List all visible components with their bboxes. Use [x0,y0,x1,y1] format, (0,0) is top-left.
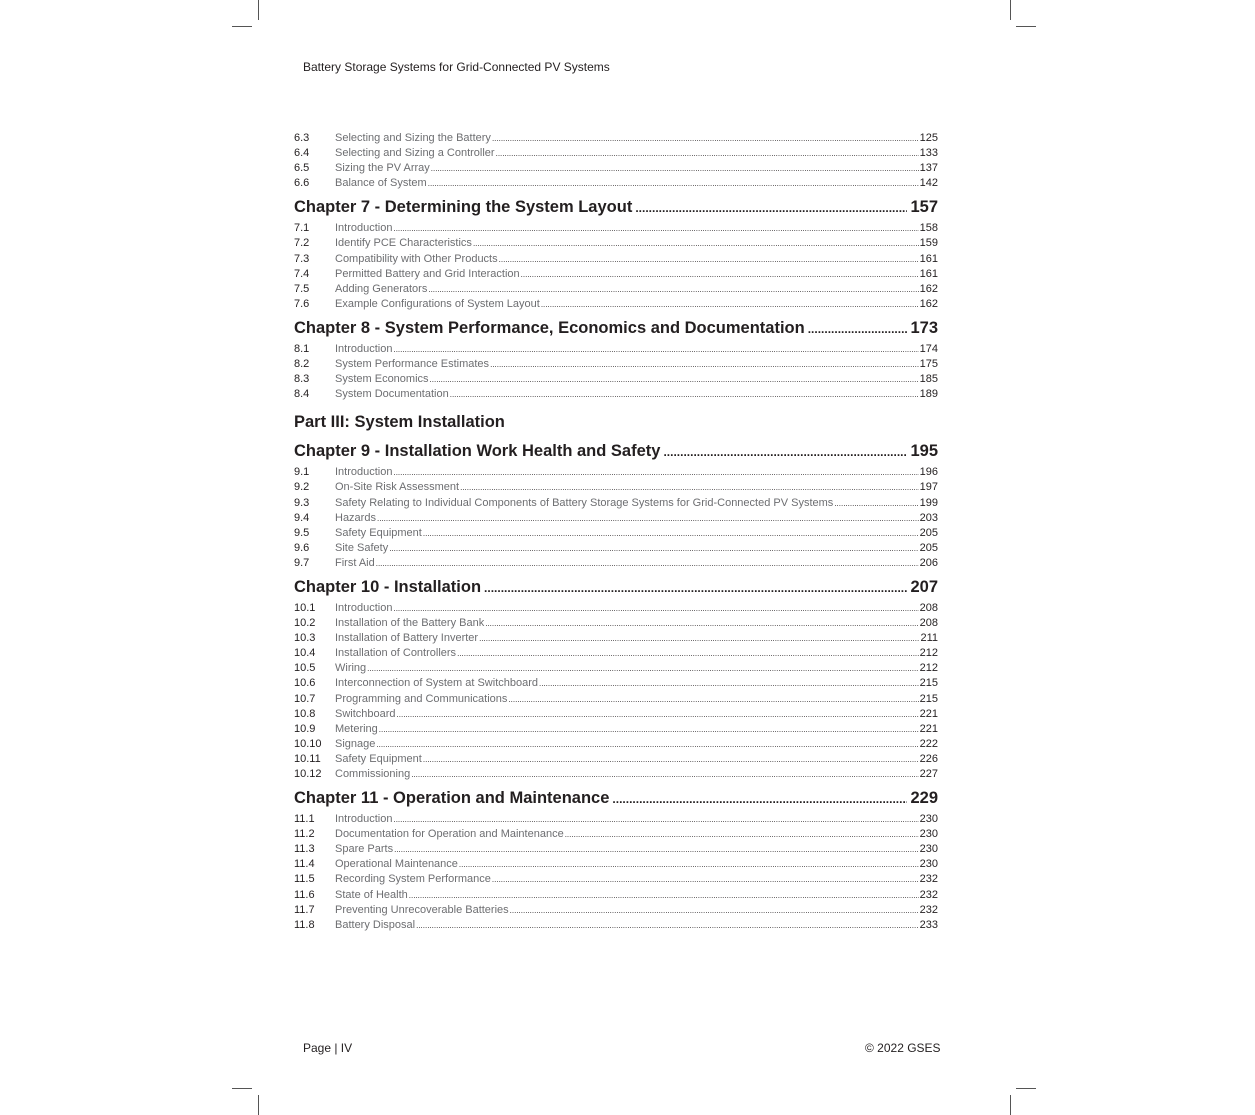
toc-entry[interactable] [294,676,938,691]
entry-page: 233 [919,918,938,931]
entry-number: 10.8 [294,707,316,720]
dot-leader [393,812,918,827]
dot-leader [428,176,919,191]
toc-entry[interactable] [294,888,938,903]
entry-title: Battery Disposal [335,918,416,931]
dot-leader [492,872,919,887]
entry-number: 11.2 [294,828,315,841]
dot-leader [393,465,918,480]
entry-page: 227 [919,768,938,780]
toc-entry[interactable] [294,511,938,526]
entry-number: 9.5 [294,526,310,539]
entry-number: 10.2 [294,617,316,630]
entry-number: 6.5 [294,162,310,175]
toc-entry[interactable] [294,812,938,827]
entry-title: Selecting and Sizing the Battery [335,132,491,144]
chapter-heading[interactable] [294,574,938,600]
entry-title: Permitted Battery and Grid Interaction [335,267,520,280]
toc-entry[interactable] [294,722,938,737]
toc-entry[interactable] [294,646,938,661]
dot-leader [393,342,918,357]
entry-title: Preventing Unrecoverable Batteries [335,903,509,916]
entry-page: 175 [919,358,938,371]
entry-page: 212 [919,647,938,660]
entry-page: 142 [919,177,938,190]
entry-title: Hazards [335,511,376,524]
dot-leader [508,692,918,707]
entry-page: 196 [919,466,938,479]
entry-title: Safety Relating to Individual Components of Battery Storage Systems for Grid-Connected PV Systems [335,496,834,509]
entry-title: Installation of the Battery Bank [335,617,485,630]
toc-entry[interactable] [294,221,938,236]
toc-entry[interactable] [294,372,938,387]
entry-page: 215 [919,677,938,690]
entry-title: Operational Maintenance [335,858,458,871]
entry-number: 9.6 [294,541,310,554]
dot-leader [379,722,919,737]
entry-title: Sizing the PV Array [335,162,430,175]
chapter-heading[interactable] [294,438,938,464]
entry-page: 189 [919,388,938,401]
part-heading: Part III: System Installation [294,413,505,432]
toc-entry[interactable] [294,903,938,918]
dot-leader [397,707,919,722]
entry-title: Signage [335,737,376,750]
entry-page: 161 [919,252,938,265]
crop-mark [1016,1088,1036,1089]
toc-entry[interactable] [294,267,938,282]
entry-number: 9.7 [294,556,310,569]
entry-number: 8.3 [294,373,310,386]
entry-title: Safety Equipment [335,752,422,765]
entry-page: 203 [919,511,938,524]
toc-entry[interactable] [294,480,938,495]
dot-leader [367,661,918,676]
entry-page: 206 [919,556,938,569]
entry-number: 10.11 [294,752,321,765]
entry-number: 7.1 [294,222,310,235]
entry-title: Commissioning [335,768,411,780]
entry-title: Selecting and Sizing a Controller [335,147,495,160]
entry-number: 11.1 [294,813,315,826]
dot-leader [612,792,907,807]
dot-leader [479,631,919,646]
chapter-page: 207 [910,577,938,596]
crop-mark [232,26,252,27]
dot-leader [428,282,918,297]
crop-mark [258,0,259,20]
entry-page: 222 [919,737,938,750]
entry-number: 10.12 [294,768,322,780]
toc-entry[interactable] [294,252,938,267]
entry-number: 10.9 [294,722,316,735]
toc-entry[interactable] [294,752,938,767]
entry-page: 125 [919,132,938,144]
entry-number: 7.4 [294,267,310,280]
entry-title: First Aid [335,556,375,569]
entry-number: 11.6 [294,888,315,901]
entry-number: 6.3 [294,132,310,144]
crop-mark [258,1095,259,1115]
entry-title: Switchboard [335,707,396,720]
entry-number: 10.7 [294,692,316,705]
entry-title: Spare Parts [335,843,394,856]
chapter-title: Chapter 9 - Installation Work Health and Safety [294,442,661,461]
toc-entry[interactable] [294,146,938,161]
toc-entry[interactable] [294,342,938,357]
toc-entry[interactable] [294,131,938,146]
entry-number: 11.3 [294,843,315,856]
entry-page: 161 [919,267,938,280]
dot-leader [377,511,919,526]
dot-leader [394,842,919,857]
entry-title: Site Safety [335,541,389,554]
entry-page: 230 [919,828,938,841]
entry-number: 8.2 [294,358,310,371]
toc-entry[interactable] [294,616,938,631]
dot-leader [393,221,918,236]
entry-page: 212 [919,662,938,675]
entry-page: 199 [919,496,938,509]
entry-title: Introduction [335,466,393,479]
dot-leader [409,888,919,903]
chapter-title: Chapter 10 - Installation [294,577,482,596]
toc-entry[interactable] [294,767,938,782]
entry-number: 10.4 [294,647,316,660]
toc-entry[interactable] [294,496,938,511]
entry-page: 133 [919,147,938,160]
toc-entry[interactable] [294,707,938,722]
entry-title: Recording System Performance [335,873,491,886]
dot-leader [490,357,919,372]
crop-mark [1016,26,1036,27]
entry-title: Documentation for Operation and Maintenance [335,828,564,841]
chapter-title: Chapter 11 - Operation and Maintenance [294,789,610,808]
entry-page: 232 [919,903,938,916]
dot-leader [423,752,919,767]
entry-page: 232 [919,888,938,901]
toc-entry[interactable] [294,541,938,556]
entry-number: 11.7 [294,903,315,916]
entry-number: 7.6 [294,297,310,310]
entry-number: 10.10 [294,737,322,750]
chapter-heading[interactable] [294,315,938,341]
entry-number: 10.5 [294,662,316,675]
entry-page: 232 [919,873,938,886]
dot-leader [450,387,919,402]
chapter-heading[interactable] [294,194,938,220]
dot-leader [834,496,918,511]
entry-title: Interconnection of System at Switchboard [335,677,538,690]
entry-number: 9.4 [294,511,310,524]
dot-leader [499,252,919,267]
toc-entry[interactable] [294,857,938,872]
dot-leader [460,480,919,495]
entry-number: 9.2 [294,481,310,494]
toc-entry[interactable] [294,872,938,887]
entry-number: 11.5 [294,873,315,886]
entry-page: 197 [919,481,938,494]
toc-entry[interactable] [294,526,938,541]
crop-mark [1010,1095,1011,1115]
toc-entry[interactable] [294,282,938,297]
dot-leader [496,146,919,161]
entry-title: Wiring [335,662,367,675]
entry-page: 162 [919,297,938,310]
entry-title: Compatibility with Other Products [335,252,498,265]
toc-entry[interactable] [294,631,938,646]
dot-leader [411,767,918,782]
entry-page: 211 [920,632,938,645]
entry-number: 11.8 [294,918,315,931]
entry-page: 221 [919,707,938,720]
entry-page: 230 [919,858,938,871]
entry-number: 7.5 [294,282,310,295]
entry-title: Safety Equipment [335,526,422,539]
dot-leader [459,857,919,872]
entry-title: System Documentation [335,388,449,401]
toc-entry[interactable] [294,297,938,312]
toc-entry[interactable] [294,827,938,842]
dot-leader [389,541,918,556]
entry-title: Introduction [335,222,393,235]
dot-leader [521,267,919,282]
entry-title: System Performance Estimates [335,358,490,371]
dot-leader [510,903,919,918]
entry-title: Example Configurations of System Layout [335,297,540,310]
entry-number: 7.2 [294,237,310,250]
entry-page: 208 [919,617,938,630]
dot-leader [484,581,907,596]
dot-leader [541,297,919,312]
entry-number: 10.6 [294,677,316,690]
entry-title: Introduction [335,601,393,614]
chapter-page: 195 [910,442,938,461]
dot-leader [663,445,907,460]
toc-entry[interactable] [294,918,938,933]
chapter-page: 229 [910,789,938,808]
toc-entry[interactable] [294,236,938,251]
dot-leader [565,827,919,842]
dot-leader [492,131,919,146]
entry-page: 174 [919,342,938,355]
toc-entry[interactable] [294,556,938,571]
entry-page: 162 [919,282,938,295]
entry-number: 9.3 [294,496,310,509]
chapter-page: 173 [910,318,938,337]
entry-page: 205 [919,526,938,539]
dot-leader [376,737,918,752]
toc-entry[interactable] [294,601,938,616]
dot-leader [430,372,919,387]
entry-page: 215 [919,692,938,705]
entry-title: Identify PCE Characteristics [335,237,472,250]
entry-title: Balance of System [335,177,427,190]
entry-title: Adding Generators [335,282,428,295]
dot-leader [635,201,907,216]
dot-leader [416,918,919,933]
entry-title: System Economics [335,373,429,386]
entry-page: 159 [919,237,938,250]
entry-page: 137 [919,162,938,175]
toc-entry[interactable] [294,161,938,176]
entry-page: 158 [919,222,938,235]
entry-title: Programming and Communications [335,692,508,705]
dot-leader [808,322,908,337]
entry-title: Installation of Battery Inverter [335,632,479,645]
entry-title: Introduction [335,342,393,355]
crop-mark [232,1088,252,1089]
dot-leader [393,601,918,616]
entry-number: 10.3 [294,632,316,645]
copyright-notice: © 2022 GSES [865,1041,941,1055]
entry-number: 10.1 [294,601,316,614]
entry-page: 205 [919,541,938,554]
entry-page: 226 [919,752,938,765]
running-header: Battery Storage Systems for Grid-Connected PV Systems [303,60,610,74]
entry-title: On-Site Risk Assessment [335,481,460,494]
entry-title: Metering [335,722,378,735]
dot-leader [539,676,919,691]
entry-number: 8.1 [294,342,310,355]
toc-entry[interactable] [294,176,938,191]
dot-leader [485,616,918,631]
entry-number: 11.4 [294,858,315,871]
toc-entry[interactable] [294,357,938,372]
entry-page: 185 [919,373,938,386]
entry-page: 230 [919,813,938,826]
entry-page: 208 [919,601,938,614]
chapter-title: Chapter 7 - Determining the System Layout [294,198,633,217]
entry-page: 230 [919,843,938,856]
entry-number: 6.6 [294,177,310,190]
dot-leader [376,556,919,571]
entry-number: 6.4 [294,147,310,160]
dot-leader [431,161,919,176]
toc-entry[interactable] [294,692,938,707]
dot-leader [457,646,919,661]
chapter-page: 157 [910,198,938,217]
toc-entry[interactable] [294,842,938,857]
entry-title: Installation of Controllers [335,647,457,660]
toc-entry[interactable] [294,465,938,480]
dot-leader [423,526,919,541]
entry-page: 221 [919,722,938,735]
toc-entry[interactable] [294,737,938,752]
toc-entry[interactable] [294,387,938,402]
entry-number: 8.4 [294,388,310,401]
toc-entry[interactable] [294,661,938,676]
entry-title: Introduction [335,813,393,826]
chapter-heading[interactable] [294,785,938,811]
entry-number: 7.3 [294,252,310,265]
dot-leader [473,236,919,251]
entry-number: 9.1 [294,466,310,479]
table-of-contents [294,131,938,933]
chapter-title: Chapter 8 - System Performance, Economics and Documentation [294,318,805,337]
page-number: Page | IV [303,1041,353,1055]
entry-title: State of Health [335,888,408,901]
crop-mark [1010,0,1011,20]
